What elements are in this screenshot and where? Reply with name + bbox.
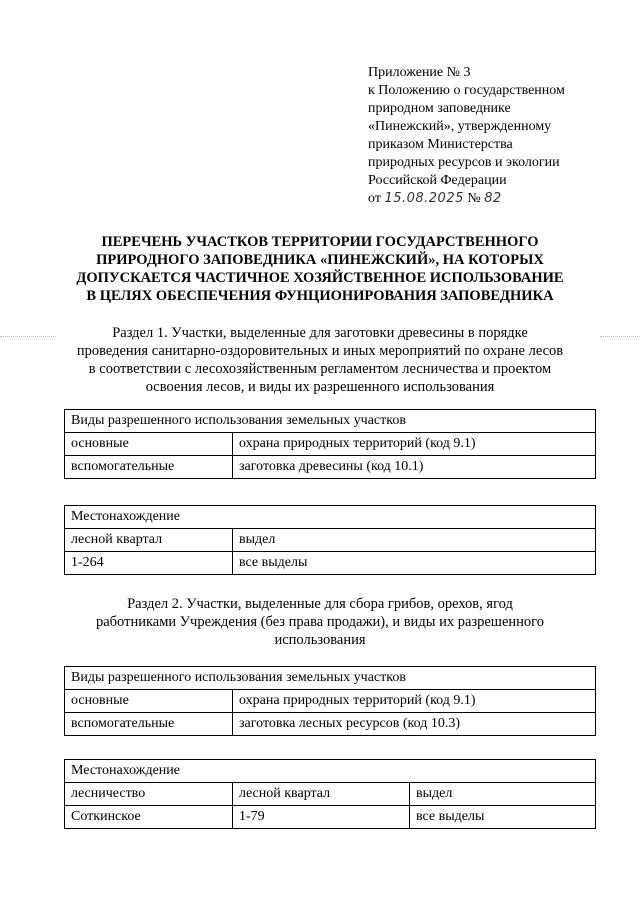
- table-cell: основные: [65, 433, 233, 456]
- title-line: ПРИРОДНОГО ЗАПОВЕДНИКА «ПИНЕЖСКИЙ», НА КОТОРЫХ: [96, 252, 544, 268]
- scan-margin-mark: [0, 336, 56, 338]
- table-header-cell: Местонахождение: [65, 760, 596, 783]
- section-heading-line: освоения лесов, и виды их разрешенного использования: [145, 379, 495, 395]
- table-cell: охрана природных территорий (код 9.1): [233, 433, 596, 456]
- handwritten-date: 15.08.2025: [384, 191, 464, 206]
- column-header-cell: лесничество: [65, 783, 233, 806]
- table-row: [65, 806, 596, 829]
- column-header-cell: выдел: [410, 783, 596, 806]
- appendix-line: природных ресурсов и экологии: [368, 155, 560, 170]
- number-prefix: №: [467, 191, 481, 206]
- column-header-cell: выдел: [233, 529, 596, 552]
- section1-use-table: [64, 409, 596, 479]
- handwritten-number: 82: [484, 191, 502, 206]
- table-cell: вспомогательные: [65, 456, 233, 479]
- section-heading-line: Раздел 1. Участки, выделенные для заготовки древесины в порядке: [112, 325, 528, 341]
- table-cell: заготовка древесины (код 10.1): [233, 456, 596, 479]
- appendix-line: Российской Федерации: [368, 173, 507, 188]
- table-header-row: [65, 410, 596, 433]
- section2-location-table: [64, 759, 596, 829]
- table-column-row: [65, 783, 596, 806]
- section-heading-line: работниками Учреждения (без права продажи), и виды их разрешенного: [95, 614, 545, 630]
- table-header-cell: Виды разрешенного использования земельных участков: [65, 410, 596, 433]
- table-header-cell: Виды разрешенного использования земельных участков: [65, 667, 596, 690]
- section2-use-table: [64, 666, 596, 736]
- column-header-cell: лесной квартал: [65, 529, 233, 552]
- appendix-line: природном заповеднике: [368, 101, 511, 116]
- table-cell: Соткинское: [65, 806, 233, 829]
- table-header-row: [65, 667, 596, 690]
- appendix-line: к Положению о государственном: [368, 83, 565, 98]
- table-row: [65, 552, 596, 575]
- table-cell: все выделы: [233, 552, 596, 575]
- appendix-line: «Пинежский», утвержденному: [368, 119, 552, 134]
- appendix-line: Приложение № 3: [368, 65, 471, 80]
- section1-heading: [56, 324, 584, 396]
- scan-margin-mark: [600, 336, 640, 338]
- column-header-cell: лесной квартал: [233, 783, 410, 806]
- appendix-date-line: [368, 190, 618, 208]
- appendix-block: [368, 64, 618, 208]
- document-title: [60, 233, 580, 305]
- date-prefix: от: [368, 191, 381, 206]
- table-cell: 1-264: [65, 552, 233, 575]
- section1-location-table: [64, 505, 596, 575]
- section-heading-line: проведения санитарно-оздоровительных и иных мероприятий по охране лесов: [76, 343, 564, 359]
- section-heading-line: в соответствии с лесохозяйственным регламентом лесничества и проектом: [88, 361, 552, 377]
- table-row: [65, 433, 596, 456]
- table-cell: все выделы: [410, 806, 596, 829]
- section-heading-line: Раздел 2. Участки, выделенные для сбора грибов, орехов, ягод: [127, 596, 513, 612]
- section-heading-line: использования: [274, 632, 366, 648]
- table-cell: 1-79: [233, 806, 410, 829]
- section2-heading: [56, 595, 584, 649]
- table-header-cell: Местонахождение: [65, 506, 596, 529]
- table-column-row: [65, 529, 596, 552]
- appendix-line: приказом Министерства: [368, 137, 513, 152]
- table-cell: заготовка лесных ресурсов (код 10.3): [233, 713, 596, 736]
- table-row: [65, 690, 596, 713]
- title-line: В ЦЕЛЯХ ОБЕСПЕЧЕНИЯ ФУНЦИОНИРОВАНИЯ ЗАПОВЕДНИКА: [86, 288, 554, 304]
- table-row: [65, 713, 596, 736]
- table-cell: вспомогательные: [65, 713, 233, 736]
- table-header-row: [65, 760, 596, 783]
- table-cell: охрана природных территорий (код 9.1): [233, 690, 596, 713]
- table-cell: основные: [65, 690, 233, 713]
- table-row: [65, 456, 596, 479]
- title-line: ДОПУСКАЕТСЯ ЧАСТИЧНОЕ ХОЗЯЙСТВЕННОЕ ИСПОЛЬЗОВАНИЕ: [76, 270, 564, 286]
- title-line: ПЕРЕЧЕНЬ УЧАСТКОВ ТЕРРИТОРИИ ГОСУДАРСТВЕННОГО: [101, 234, 539, 250]
- table-header-row: [65, 506, 596, 529]
